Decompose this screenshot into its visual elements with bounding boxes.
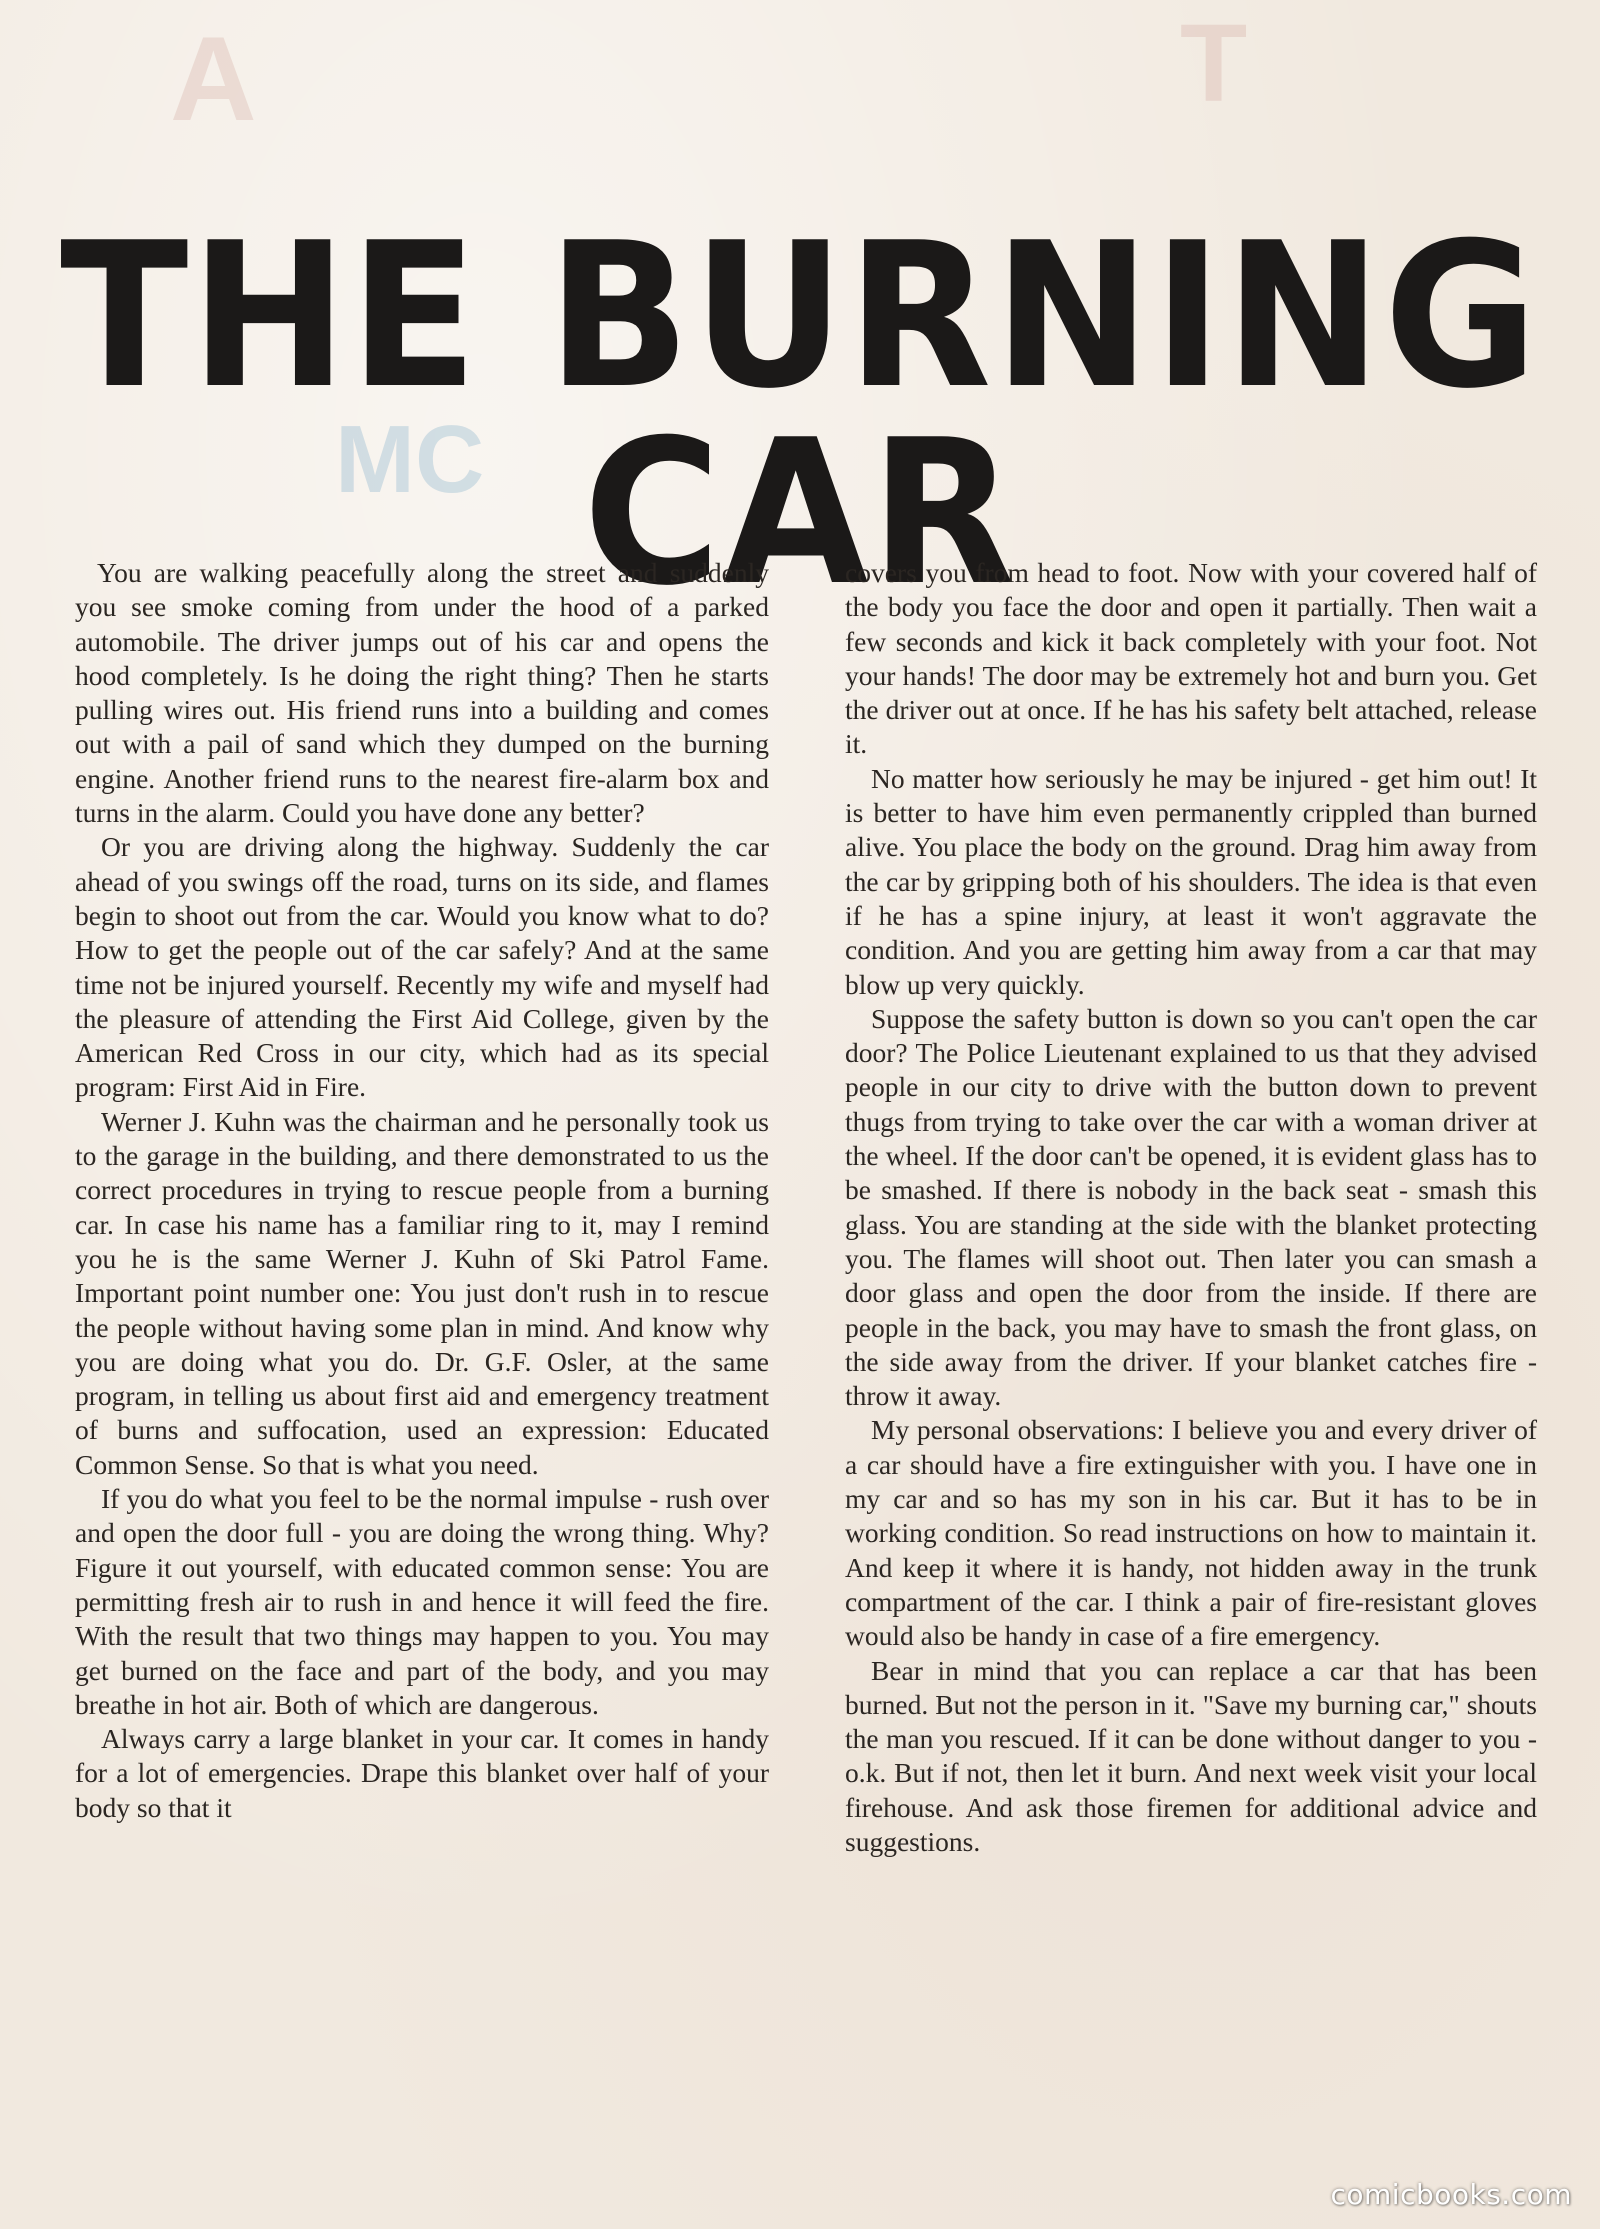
article-paragraph: You are walking peacefully along the street and suddenly you see smoke coming from under the hood of a parked automobile. The driver jumps out of his car and opens the hood completely. Is he doing the right thing? Then he starts pulling wires out. His friend runs into a building and comes out with a pail of sand which they dumped on the burning engine. Another friend runs to the nearest fire-alarm box and turns in the alarm. Could you have done any better? [75, 557, 769, 829]
article-right-column [845, 556, 1537, 1859]
article-paragraph: No matter how seriously he may be injured - get him out! It is better to have him even permanently crippled than burned alive. You place the body on the ground. Drag him away from the car by gripping both of his shoulders. The idea is that even if he has a spine injury, at least it won't aggravate the condition. And you are getting him away from a car that may blow up very quickly. [845, 762, 1537, 1000]
show-through-marks: MC [335, 406, 485, 513]
article-paragraph: Always carry a large blanket in your car. It comes in handy for a lot of emergencies. Drape this blanket over half of your body so that it [75, 1723, 769, 1823]
show-through-marks: A [170, 12, 259, 146]
article-paragraph: Bear in mind that you can replace a car that has been burned. But not the person in it. "Save my burning car," shouts the man you rescued. If it can be done without danger to you - o.k. But if not, then let it burn. And next week visit your local firehouse. And ask those firemen for additional advice and suggestions. [845, 1654, 1537, 1857]
site-watermark: comicbooks.com [1330, 2178, 1572, 2211]
show-through-marks: T [1180, 2, 1250, 125]
article-left-column [75, 556, 769, 1825]
page-title: THE BURNING [60, 200, 1540, 433]
article-paragraph: covers you from head to foot. Now with your covered half of the body you face the door and open it partially. Then wait a few seconds and kick it back completely with your foot. Not your hands! The door may be extremely hot and burn you. Get the driver out at once. If he has his safety belt attached, release it. [845, 557, 1537, 760]
article-paragraph: Or you are driving along the highway. Suddenly the car ahead of you swings off the road, turns on its side, and flames begin to shoot out from the car. Would you know what to do? How to get the people out of the car safely? And at the same time not be injured yourself. Recently my wife and myself had the pleasure of attending the First Aid College, given by the American Red Cross in our city, which had as its special program: First Aid in Fire. [75, 831, 769, 1103]
page-title-second-line: CAR [583, 397, 1017, 630]
article-paragraph: Werner J. Kuhn was the chairman and he personally took us to the garage in the building, and there demonstrated to us the correct procedures in trying to rescue people from a burning car. In case his name has a familiar ring to it, may I remind you he is the same Werner J. Kuhn of Ski Patrol Fame. Important point number one: You just don't rush in to rescue the people without having some plan in mind. And know why you are doing what you do. Dr. G.F. Osler, at the same program, in telling us about first aid and emergency treatment of burns and suffocation, used an expression: Educated Common Sense. So that is what you need. [75, 1105, 769, 1480]
article-paragraph: If you do what you feel to be the normal impulse - rush over and open the door full - you are doing the wrong thing. Why? Figure it out yourself, with educated common sense: You are permitting fresh air to rush in and hence it will feed the fire. With the result that two things may happen to you. You may get burned on the face and part of the body, and you may breathe in hot air. Both of which are dangerous. [75, 1483, 769, 1720]
article-paragraph: My personal observations: I believe you and every driver of a car should have a fire extinguisher with you. I have one in my car and so has my son in his car. But it has to be in working condition. So read instructions on how to maintain it. And keep it where it is handy, not hidden away in the trunk compartment of the car. I think a pair of fire-resistant gloves would also be handy in case of a fire emergency. [845, 1414, 1537, 1652]
article-paragraph: Suppose the safety button is down so you can't open the car door? The Police Lieutenant explained to us that they advised people in our city to drive with the button down to prevent thugs from trying to take over the car with a woman driver at the wheel. If the door can't be opened, it is evident glass has to be smashed. If there is nobody in the back seat - smash this glass. You are standing at the side with the blanket protecting you. The flames will shoot out. Then later you can smash a door glass and open the door from the inside. If there are people in the back, you may have to smash the front glass, on the side away from the driver. If your blanket catches fire - throw it away. [845, 1002, 1537, 1412]
